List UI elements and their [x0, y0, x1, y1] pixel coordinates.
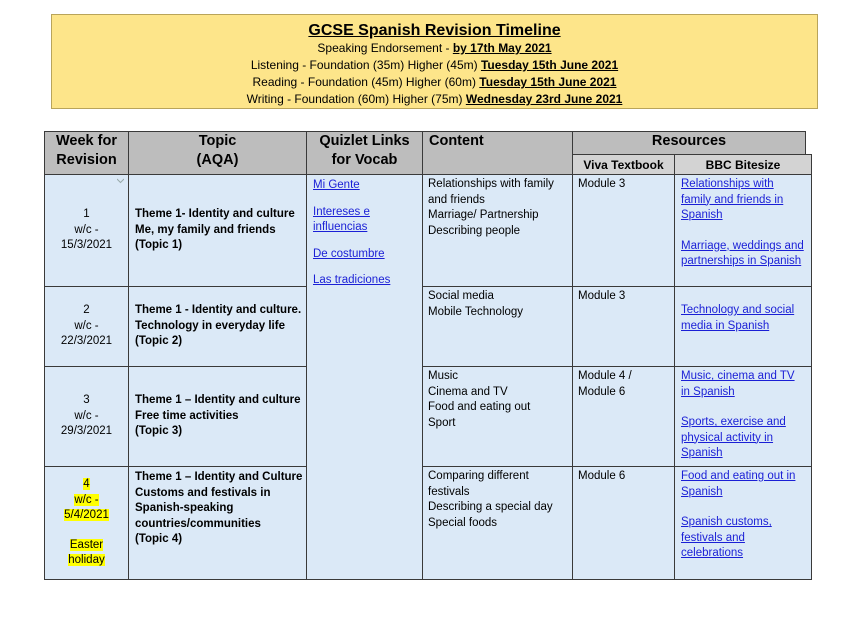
bbc-link-technology[interactable]: Technology and social media in Spanish — [681, 304, 795, 332]
bbc-cell-3 — [674, 366, 812, 467]
bbc-link-marriage[interactable]: Marriage, weddings and partnerships in Spanish — [681, 239, 804, 267]
header-quizlet: Quizlet Links for Vocab — [306, 131, 423, 175]
bbc-link-music-cinema[interactable]: Music, cinema and TV in Spanish — [681, 370, 795, 398]
quizlet-link-tradiciones[interactable]: Las tradiciones — [313, 274, 391, 286]
content-cell-3: Music Cinema and TV Food and eating out Sport — [422, 366, 573, 467]
viva-cell-2: Module 3 — [572, 286, 675, 367]
doc-title: GCSE Spanish Revision Timeline — [308, 22, 561, 39]
week-cell-4: 4 w/c - 5/4/2021 Easter holiday — [44, 466, 129, 580]
header-bbc: BBC Bitesize — [674, 154, 812, 175]
header-viva: Viva Textbook — [572, 154, 675, 175]
topic-cell-3: Theme 1 – Identity and culture Free time activities (Topic 3) — [128, 366, 307, 467]
content-cell-2: Social media Mobile Technology — [422, 286, 573, 367]
bbc-cell-4 — [674, 466, 812, 580]
week-cell-2: 2 w/c - 22/3/2021 — [44, 286, 129, 367]
week-cell-1: 1 w/c - 15/3/2021 — [44, 174, 129, 287]
quizlet-link-intereses[interactable]: Intereses e influencias — [313, 205, 370, 233]
viva-cell-4: Module 6 — [572, 466, 675, 580]
header-week: Week for Revision — [44, 131, 129, 175]
header-topic: Topic (AQA) — [128, 131, 307, 175]
bbc-cell-2 — [674, 286, 812, 367]
viva-cell-3: Module 4 / Module 6 — [572, 366, 675, 467]
viva-cell-1: Module 3 — [572, 174, 675, 287]
content-cell-1: Relationships with family and friends Marriage/ Partnership Describing people — [422, 174, 573, 287]
bbc-link-relationships[interactable]: Relationships with family and friends in Spanish — [681, 178, 784, 221]
chevron-down-icon[interactable] — [117, 177, 124, 184]
quizlet-link-de-costumbre[interactable]: De costumbre — [313, 247, 385, 260]
week-cell-3: 3 w/c - 29/3/2021 — [44, 366, 129, 467]
bbc-cell-1 — [674, 174, 812, 287]
content-cell-4: Comparing different festivals Describing a special day Special foods — [422, 466, 573, 580]
header-content: Content — [422, 131, 573, 175]
writing-line: Writing - Foundation (60m) Higher (75m) Wednesday 23rd June 2021 — [246, 92, 623, 106]
bbc-link-food[interactable]: Food and eating out in Spanish — [681, 470, 796, 498]
listening-line: Listening - Foundation (35m) Higher (45m) Tuesday 15th June 2021 — [250, 58, 619, 72]
topic-cell-2: Theme 1 - Identity and culture. Technology in everyday life (Topic 2) — [128, 286, 307, 367]
easter-holiday-note: Easter holiday — [68, 538, 105, 567]
topic-cell-1: Theme 1- Identity and culture Me, my family and friends (Topic 1) — [128, 174, 307, 287]
bbc-link-sports[interactable]: Sports, exercise and physical activity in Spanish — [681, 416, 786, 459]
header-resources: Resources — [572, 131, 806, 155]
bbc-link-customs[interactable]: Spanish customs, festivals and celebrations — [681, 516, 772, 559]
quizlet-link-mi-gente[interactable]: Mi Gente — [313, 179, 360, 191]
reading-line: Reading - Foundation (45m) Higher (60m) Tuesday 15th June 2021 — [252, 75, 617, 89]
speaking-line: Speaking Endorsement - by 17th May 2021 — [317, 41, 552, 55]
topic-cell-4: Theme 1 – Identity and Culture Customs and festivals in Spanish-speaking countries/communities (Topic 4) — [128, 466, 307, 580]
quizlet-cell — [306, 174, 423, 580]
header-box — [51, 14, 818, 109]
